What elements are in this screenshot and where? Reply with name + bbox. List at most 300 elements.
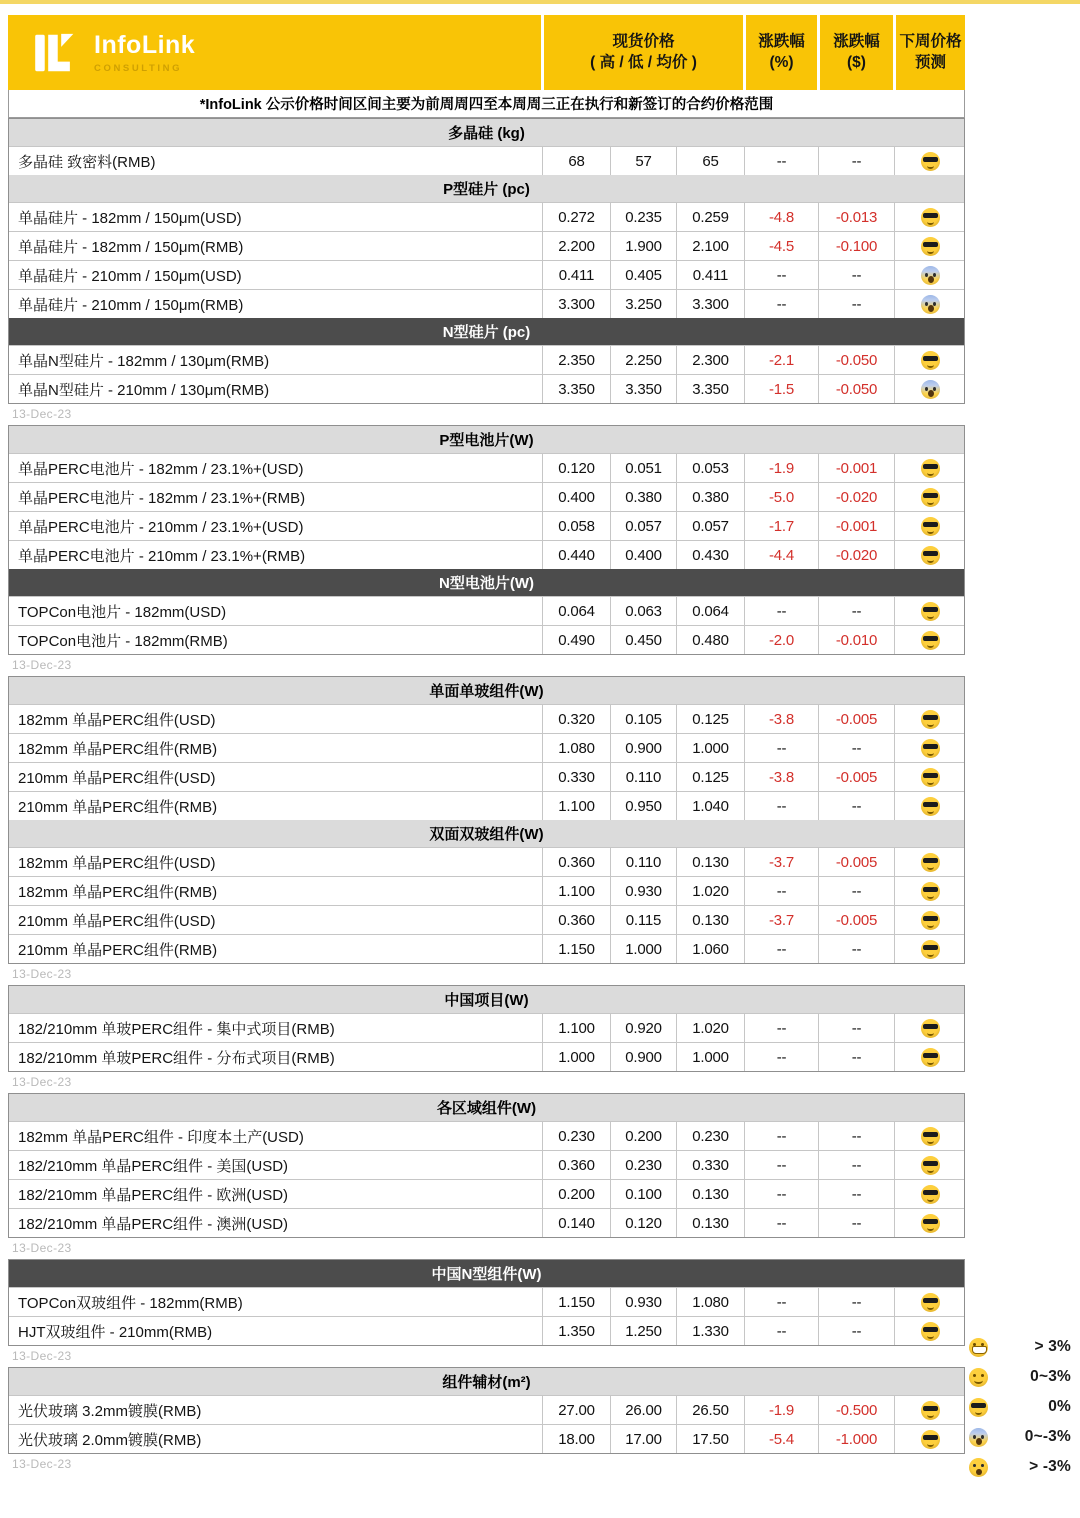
price-high-cell: 68 — [542, 147, 610, 175]
forecast-cell — [894, 1425, 966, 1453]
forecast-emoji-icon — [921, 1293, 940, 1312]
change-usd-cell: -1.000 — [818, 1425, 894, 1453]
change-pct-cell: -- — [744, 147, 818, 175]
forecast-cell — [894, 1209, 966, 1237]
price-low-cell: 57 — [610, 147, 676, 175]
change-usd-cell: -- — [818, 147, 894, 175]
change-usd-cell: -- — [818, 1288, 894, 1316]
forecast-emoji-icon — [921, 208, 940, 227]
product-label: 182/210mm 单晶PERC组件 - 美国(USD) — [18, 1157, 289, 1175]
price-low-cell: 0.900 — [610, 734, 676, 762]
price-avg-cell: 1.060 — [676, 935, 744, 963]
price-table — [8, 1259, 965, 1346]
price-avg-cell: 3.350 — [676, 375, 744, 403]
table-row — [9, 453, 964, 482]
product-label: 182mm 单晶PERC组件 - 印度本土产(USD) — [18, 1128, 304, 1146]
table-row — [9, 345, 964, 374]
price-low-cell: 26.00 — [610, 1396, 676, 1424]
change-usd-cell: -- — [818, 877, 894, 905]
price-high-cell: 0.064 — [542, 597, 610, 625]
price-low-cell: 0.110 — [610, 848, 676, 876]
infolink-logo-icon — [30, 29, 82, 77]
price-avg-cell: 0.125 — [676, 763, 744, 791]
date-stamp: 13-Dec-23 — [12, 658, 72, 672]
price-avg-cell: 0.057 — [676, 512, 744, 540]
table-blocks — [8, 118, 965, 1475]
price-low-cell: 0.400 — [610, 541, 676, 569]
price-high-cell: 0.120 — [542, 454, 610, 482]
price-high-cell: 1.350 — [542, 1317, 610, 1345]
forecast-emoji-icon — [921, 631, 940, 650]
forecast-cell — [894, 512, 966, 540]
price-avg-cell: 26.50 — [676, 1396, 744, 1424]
table-row — [9, 1121, 964, 1150]
section-rows — [9, 596, 964, 654]
forecast-cell — [894, 906, 966, 934]
change-pct-cell: -- — [744, 734, 818, 762]
section-title: 各区域组件(W) — [436, 1100, 537, 1117]
price-high-cell: 0.440 — [542, 541, 610, 569]
change-pct-cell: -- — [744, 1209, 818, 1237]
product-label: 210mm 单晶PERC组件(RMB) — [18, 941, 218, 959]
forecast-emoji-icon — [921, 1156, 940, 1175]
price-avg-cell: 65 — [676, 147, 744, 175]
section-rows — [9, 202, 964, 318]
price-avg-cell: 1.020 — [676, 877, 744, 905]
change-usd-cell: -0.050 — [818, 375, 894, 403]
price-high-cell: 0.360 — [542, 848, 610, 876]
product-label: 单晶N型硅片 - 210mm / 130μm(RMB) — [18, 381, 270, 399]
forecast-emoji-icon — [921, 295, 940, 314]
forecast-cell — [894, 1043, 966, 1071]
product-label: 182mm 单晶PERC组件(RMB) — [18, 883, 218, 901]
change-usd-cell: -- — [818, 734, 894, 762]
change-pct-cell: -4.8 — [744, 203, 818, 231]
price-avg-cell: 0.130 — [676, 848, 744, 876]
change-usd-cell: -0.100 — [818, 232, 894, 260]
forecast-emoji-icon — [921, 1127, 940, 1146]
section-rows — [9, 1395, 964, 1453]
table-row — [9, 231, 964, 260]
date-stamp: 13-Dec-23 — [12, 967, 72, 981]
table-section — [9, 318, 964, 403]
forecast-cell — [894, 375, 966, 403]
column-header-change-usd: 涨跌幅 ($) — [820, 15, 893, 90]
change-pct-cell: -1.7 — [744, 512, 818, 540]
forecast-emoji-icon — [921, 797, 940, 816]
product-label: 182/210mm 单晶PERC组件 - 澳洲(USD) — [18, 1215, 289, 1233]
table-section — [9, 426, 964, 569]
change-pct-cell: -- — [744, 1180, 818, 1208]
change-pct-cell: -- — [744, 877, 818, 905]
price-low-cell: 17.00 — [610, 1425, 676, 1453]
section-rows — [9, 1287, 964, 1345]
section-title: 多晶硅 (kg) — [448, 125, 525, 142]
table-row — [9, 374, 964, 403]
price-high-cell: 0.140 — [542, 1209, 610, 1237]
price-low-cell: 0.120 — [610, 1209, 676, 1237]
forecast-emoji-icon — [921, 517, 940, 536]
forecast-cell — [894, 935, 966, 963]
price-high-cell: 1.100 — [542, 877, 610, 905]
price-high-cell: 0.330 — [542, 763, 610, 791]
price-low-cell: 1.250 — [610, 1317, 676, 1345]
table-section — [9, 677, 964, 820]
forecast-cell — [894, 626, 966, 654]
price-low-cell: 0.380 — [610, 483, 676, 511]
product-label: 单晶PERC电池片 - 210mm / 23.1%+(USD) — [18, 518, 304, 536]
price-high-cell: 1.150 — [542, 935, 610, 963]
table-section — [9, 1260, 964, 1345]
price-avg-cell: 3.300 — [676, 290, 744, 318]
column-header-forecast: 下周价格 预测 — [896, 15, 965, 90]
price-sheet — [8, 15, 965, 1475]
section-title: P型硅片 (pc) — [443, 181, 530, 198]
section-rows — [9, 453, 964, 569]
product-label: 光伏玻璃 3.2mm镀膜(RMB) — [18, 1402, 202, 1420]
change-pct-cell: -- — [744, 1122, 818, 1150]
product-label: 182/210mm 单玻PERC组件 - 分布式项目(RMB) — [18, 1049, 335, 1067]
legend-item — [963, 1332, 1075, 1362]
price-avg-cell: 1.020 — [676, 1014, 744, 1042]
price-low-cell: 0.235 — [610, 203, 676, 231]
legend-item — [963, 1422, 1075, 1452]
table-row — [9, 905, 964, 934]
forecast-cell — [894, 792, 966, 820]
price-low-cell: 0.105 — [610, 705, 676, 733]
price-high-cell: 0.360 — [542, 1151, 610, 1179]
forecast-cell — [894, 1396, 966, 1424]
price-avg-cell: 1.000 — [676, 734, 744, 762]
price-low-cell: 0.900 — [610, 1043, 676, 1071]
product-label: 182/210mm 单晶PERC组件 - 欧洲(USD) — [18, 1186, 289, 1204]
forecast-cell — [894, 203, 966, 231]
section-header — [9, 986, 964, 1013]
forecast-emoji-icon — [921, 602, 940, 621]
product-label: 单晶硅片 - 210mm / 150μm(USD) — [18, 267, 242, 285]
change-usd-cell: -0.020 — [818, 541, 894, 569]
price-high-cell: 1.100 — [542, 1014, 610, 1042]
table-row — [9, 762, 964, 791]
change-usd-cell: -- — [818, 1180, 894, 1208]
price-high-cell: 3.300 — [542, 290, 610, 318]
legend-emoji-icon — [969, 1338, 988, 1357]
price-table — [8, 676, 965, 964]
legend-emoji-icon — [969, 1368, 988, 1387]
forecast-emoji-icon — [921, 1048, 940, 1067]
product-label: 182/210mm 单玻PERC组件 - 集中式项目(RMB) — [18, 1020, 335, 1038]
forecast-cell — [894, 1288, 966, 1316]
product-label: 单晶PERC电池片 - 182mm / 23.1%+(RMB) — [18, 489, 306, 507]
price-avg-cell: 1.080 — [676, 1288, 744, 1316]
change-pct-cell: -- — [744, 290, 818, 318]
section-rows — [9, 704, 964, 820]
price-low-cell: 2.250 — [610, 346, 676, 374]
forecast-emoji-icon — [921, 739, 940, 758]
price-low-cell: 1.900 — [610, 232, 676, 260]
section-title: P型电池片(W) — [439, 432, 534, 449]
change-usd-cell: -0.005 — [818, 705, 894, 733]
price-high-cell: 2.350 — [542, 346, 610, 374]
price-high-cell: 0.230 — [542, 1122, 610, 1150]
price-low-cell: 0.930 — [610, 877, 676, 905]
section-title: 组件辅材(m²) — [442, 1374, 531, 1391]
price-avg-cell: 0.380 — [676, 483, 744, 511]
change-pct-cell: -3.8 — [744, 763, 818, 791]
price-avg-cell: 1.000 — [676, 1043, 744, 1071]
forecast-emoji-icon — [921, 1401, 940, 1420]
forecast-cell — [894, 1151, 966, 1179]
forecast-cell — [894, 705, 966, 733]
section-title: N型电池片(W) — [439, 575, 534, 592]
change-usd-cell: -- — [818, 1317, 894, 1345]
legend-item — [963, 1362, 1075, 1392]
table-row — [9, 876, 964, 905]
forecast-emoji-icon — [921, 1185, 940, 1204]
price-table — [8, 425, 965, 655]
price-high-cell: 0.272 — [542, 203, 610, 231]
price-avg-cell: 0.130 — [676, 1180, 744, 1208]
brand-logo — [8, 15, 541, 90]
forecast-emoji-icon — [921, 488, 940, 507]
change-pct-cell: -- — [744, 597, 818, 625]
change-usd-cell: -- — [818, 792, 894, 820]
table-row — [9, 202, 964, 231]
table-section — [9, 1094, 964, 1237]
forecast-cell — [894, 346, 966, 374]
section-rows — [9, 1121, 964, 1237]
price-avg-cell: 0.230 — [676, 1122, 744, 1150]
section-title: 双面双玻组件(W) — [429, 826, 544, 843]
price-low-cell: 3.350 — [610, 375, 676, 403]
forecast-cell — [894, 734, 966, 762]
table-row — [9, 1150, 964, 1179]
forecast-cell — [894, 877, 966, 905]
price-low-cell: 0.200 — [610, 1122, 676, 1150]
forecast-cell — [894, 1122, 966, 1150]
forecast-emoji-icon — [921, 911, 940, 930]
change-pct-cell: -1.9 — [744, 454, 818, 482]
change-usd-cell: -0.001 — [818, 454, 894, 482]
change-pct-cell: -5.4 — [744, 1425, 818, 1453]
date-stamp: 13-Dec-23 — [12, 1457, 72, 1471]
section-header — [9, 820, 964, 847]
change-pct-cell: -- — [744, 1151, 818, 1179]
price-high-cell: 0.411 — [542, 261, 610, 289]
product-label: TOPCon双玻组件 - 182mm(RMB) — [18, 1294, 243, 1312]
product-label: 光伏玻璃 2.0mm镀膜(RMB) — [18, 1431, 202, 1449]
table-row — [9, 540, 964, 569]
table-row — [9, 511, 964, 540]
table-row — [9, 1208, 964, 1237]
table-row — [9, 260, 964, 289]
price-high-cell: 0.320 — [542, 705, 610, 733]
forecast-cell — [894, 454, 966, 482]
section-header — [9, 426, 964, 453]
change-usd-cell: -0.050 — [818, 346, 894, 374]
change-pct-cell: -1.9 — [744, 1396, 818, 1424]
table-section — [9, 569, 964, 654]
change-usd-cell: -0.005 — [818, 763, 894, 791]
forecast-emoji-icon — [921, 940, 940, 959]
price-avg-cell: 1.330 — [676, 1317, 744, 1345]
forecast-emoji-icon — [921, 459, 940, 478]
price-low-cell: 1.000 — [610, 935, 676, 963]
table-section — [9, 175, 964, 318]
forecast-cell — [894, 541, 966, 569]
price-low-cell: 0.051 — [610, 454, 676, 482]
price-high-cell: 18.00 — [542, 1425, 610, 1453]
change-usd-cell: -- — [818, 1043, 894, 1071]
forecast-emoji-icon — [921, 882, 940, 901]
price-avg-cell: 0.480 — [676, 626, 744, 654]
price-avg-cell: 0.330 — [676, 1151, 744, 1179]
product-label: 多晶硅 致密料(RMB) — [18, 153, 156, 171]
price-low-cell: 0.115 — [610, 906, 676, 934]
legend-emoji-icon — [969, 1458, 988, 1477]
forecast-cell — [894, 1014, 966, 1042]
product-label: 单晶PERC电池片 - 210mm / 23.1%+(RMB) — [18, 547, 306, 565]
section-header — [9, 318, 964, 345]
disclaimer-note: *InfoLink 公示价格时间区间主要为前周周四至本周周三正在执行和新签订的合约价格范围 — [8, 90, 965, 118]
section-header — [9, 119, 964, 146]
section-title: 中国N型组件(W) — [431, 1266, 542, 1283]
price-high-cell: 0.490 — [542, 626, 610, 654]
product-label: 单晶硅片 - 182mm / 150μm(USD) — [18, 209, 242, 227]
forecast-cell — [894, 147, 966, 175]
change-usd-cell: -- — [818, 935, 894, 963]
change-pct-cell: -- — [744, 1014, 818, 1042]
change-usd-cell: -- — [818, 290, 894, 318]
legend-label: 0~3% — [1030, 1368, 1071, 1385]
product-label: HJT双玻组件 - 210mm(RMB) — [18, 1323, 213, 1341]
legend-item — [963, 1392, 1075, 1422]
change-pct-cell: -3.7 — [744, 848, 818, 876]
price-high-cell: 1.000 — [542, 1043, 610, 1071]
change-usd-cell: -- — [818, 1151, 894, 1179]
table-row — [9, 1013, 964, 1042]
price-avg-cell: 0.125 — [676, 705, 744, 733]
price-avg-cell: 0.130 — [676, 1209, 744, 1237]
section-rows — [9, 1013, 964, 1071]
table-section — [9, 119, 964, 175]
price-high-cell: 0.400 — [542, 483, 610, 511]
table-row — [9, 1287, 964, 1316]
price-low-cell: 3.250 — [610, 290, 676, 318]
table-row — [9, 1042, 964, 1071]
price-low-cell: 0.230 — [610, 1151, 676, 1179]
table-row — [9, 704, 964, 733]
price-low-cell: 0.950 — [610, 792, 676, 820]
product-label: TOPCon电池片 - 182mm(RMB) — [18, 632, 228, 650]
section-header — [9, 569, 964, 596]
section-title: N型硅片 (pc) — [442, 324, 531, 341]
change-usd-cell: -- — [818, 597, 894, 625]
price-avg-cell: 2.300 — [676, 346, 744, 374]
table-row — [9, 146, 964, 175]
forecast-cell — [894, 261, 966, 289]
table-row — [9, 1424, 964, 1453]
date-stamp: 13-Dec-23 — [12, 1075, 72, 1089]
change-pct-cell: -2.1 — [744, 346, 818, 374]
table-row — [9, 733, 964, 762]
price-high-cell: 1.100 — [542, 792, 610, 820]
table-section — [9, 986, 964, 1071]
product-label: 182mm 单晶PERC组件(USD) — [18, 711, 216, 729]
legend-emoji-icon — [969, 1428, 988, 1447]
change-usd-cell: -0.013 — [818, 203, 894, 231]
forecast-cell — [894, 1317, 966, 1345]
forecast-cell — [894, 483, 966, 511]
product-label: 210mm 单晶PERC组件(USD) — [18, 769, 216, 787]
date-stamp: 13-Dec-23 — [12, 1349, 72, 1363]
section-header — [9, 1094, 964, 1121]
change-pct-cell: -- — [744, 261, 818, 289]
product-label: 单晶PERC电池片 - 182mm / 23.1%+(USD) — [18, 460, 304, 478]
brand-name: InfoLink — [94, 30, 196, 59]
change-pct-cell: -1.5 — [744, 375, 818, 403]
forecast-emoji-icon — [921, 710, 940, 729]
section-title: 中国项目(W) — [444, 992, 529, 1009]
brand-subtitle: CONSULTING — [94, 63, 183, 75]
forecast-emoji-icon — [921, 266, 940, 285]
column-header-change-pct: 涨跌幅 (%) — [746, 15, 817, 90]
table-row — [9, 934, 964, 963]
price-high-cell: 1.080 — [542, 734, 610, 762]
forecast-legend — [963, 1332, 1075, 1482]
change-usd-cell: -0.005 — [818, 848, 894, 876]
forecast-emoji-icon — [921, 351, 940, 370]
price-table — [8, 1093, 965, 1238]
price-avg-cell: 1.040 — [676, 792, 744, 820]
change-usd-cell: -- — [818, 1122, 894, 1150]
price-low-cell: 0.063 — [610, 597, 676, 625]
section-rows — [9, 847, 964, 963]
legend-label: 0% — [1048, 1398, 1071, 1415]
forecast-cell — [894, 763, 966, 791]
legend-item — [963, 1452, 1075, 1482]
section-header — [9, 1368, 964, 1395]
table-row — [9, 625, 964, 654]
product-label: 210mm 单晶PERC组件(RMB) — [18, 798, 218, 816]
price-table — [8, 985, 965, 1072]
forecast-emoji-icon — [921, 1214, 940, 1233]
price-table — [8, 1367, 965, 1454]
change-pct-cell: -- — [744, 1317, 818, 1345]
forecast-cell — [894, 597, 966, 625]
change-usd-cell: -0.010 — [818, 626, 894, 654]
table-row — [9, 1316, 964, 1345]
product-label: TOPCon电池片 - 182mm(USD) — [18, 603, 227, 621]
price-avg-cell: 0.130 — [676, 906, 744, 934]
change-pct-cell: -5.0 — [744, 483, 818, 511]
change-pct-cell: -- — [744, 935, 818, 963]
forecast-emoji-icon — [921, 380, 940, 399]
change-usd-cell: -- — [818, 1014, 894, 1042]
price-low-cell: 0.405 — [610, 261, 676, 289]
price-avg-cell: 0.053 — [676, 454, 744, 482]
table-row — [9, 596, 964, 625]
column-header-spot-price: 现货价格 ( 高 / 低 / 均价 ) — [544, 15, 743, 90]
price-high-cell: 0.200 — [542, 1180, 610, 1208]
change-usd-cell: -0.005 — [818, 906, 894, 934]
table-row — [9, 1395, 964, 1424]
price-high-cell: 3.350 — [542, 375, 610, 403]
forecast-emoji-icon — [921, 152, 940, 171]
legend-label: 0~-3% — [1024, 1428, 1071, 1445]
forecast-emoji-icon — [921, 1019, 940, 1038]
price-low-cell: 0.100 — [610, 1180, 676, 1208]
